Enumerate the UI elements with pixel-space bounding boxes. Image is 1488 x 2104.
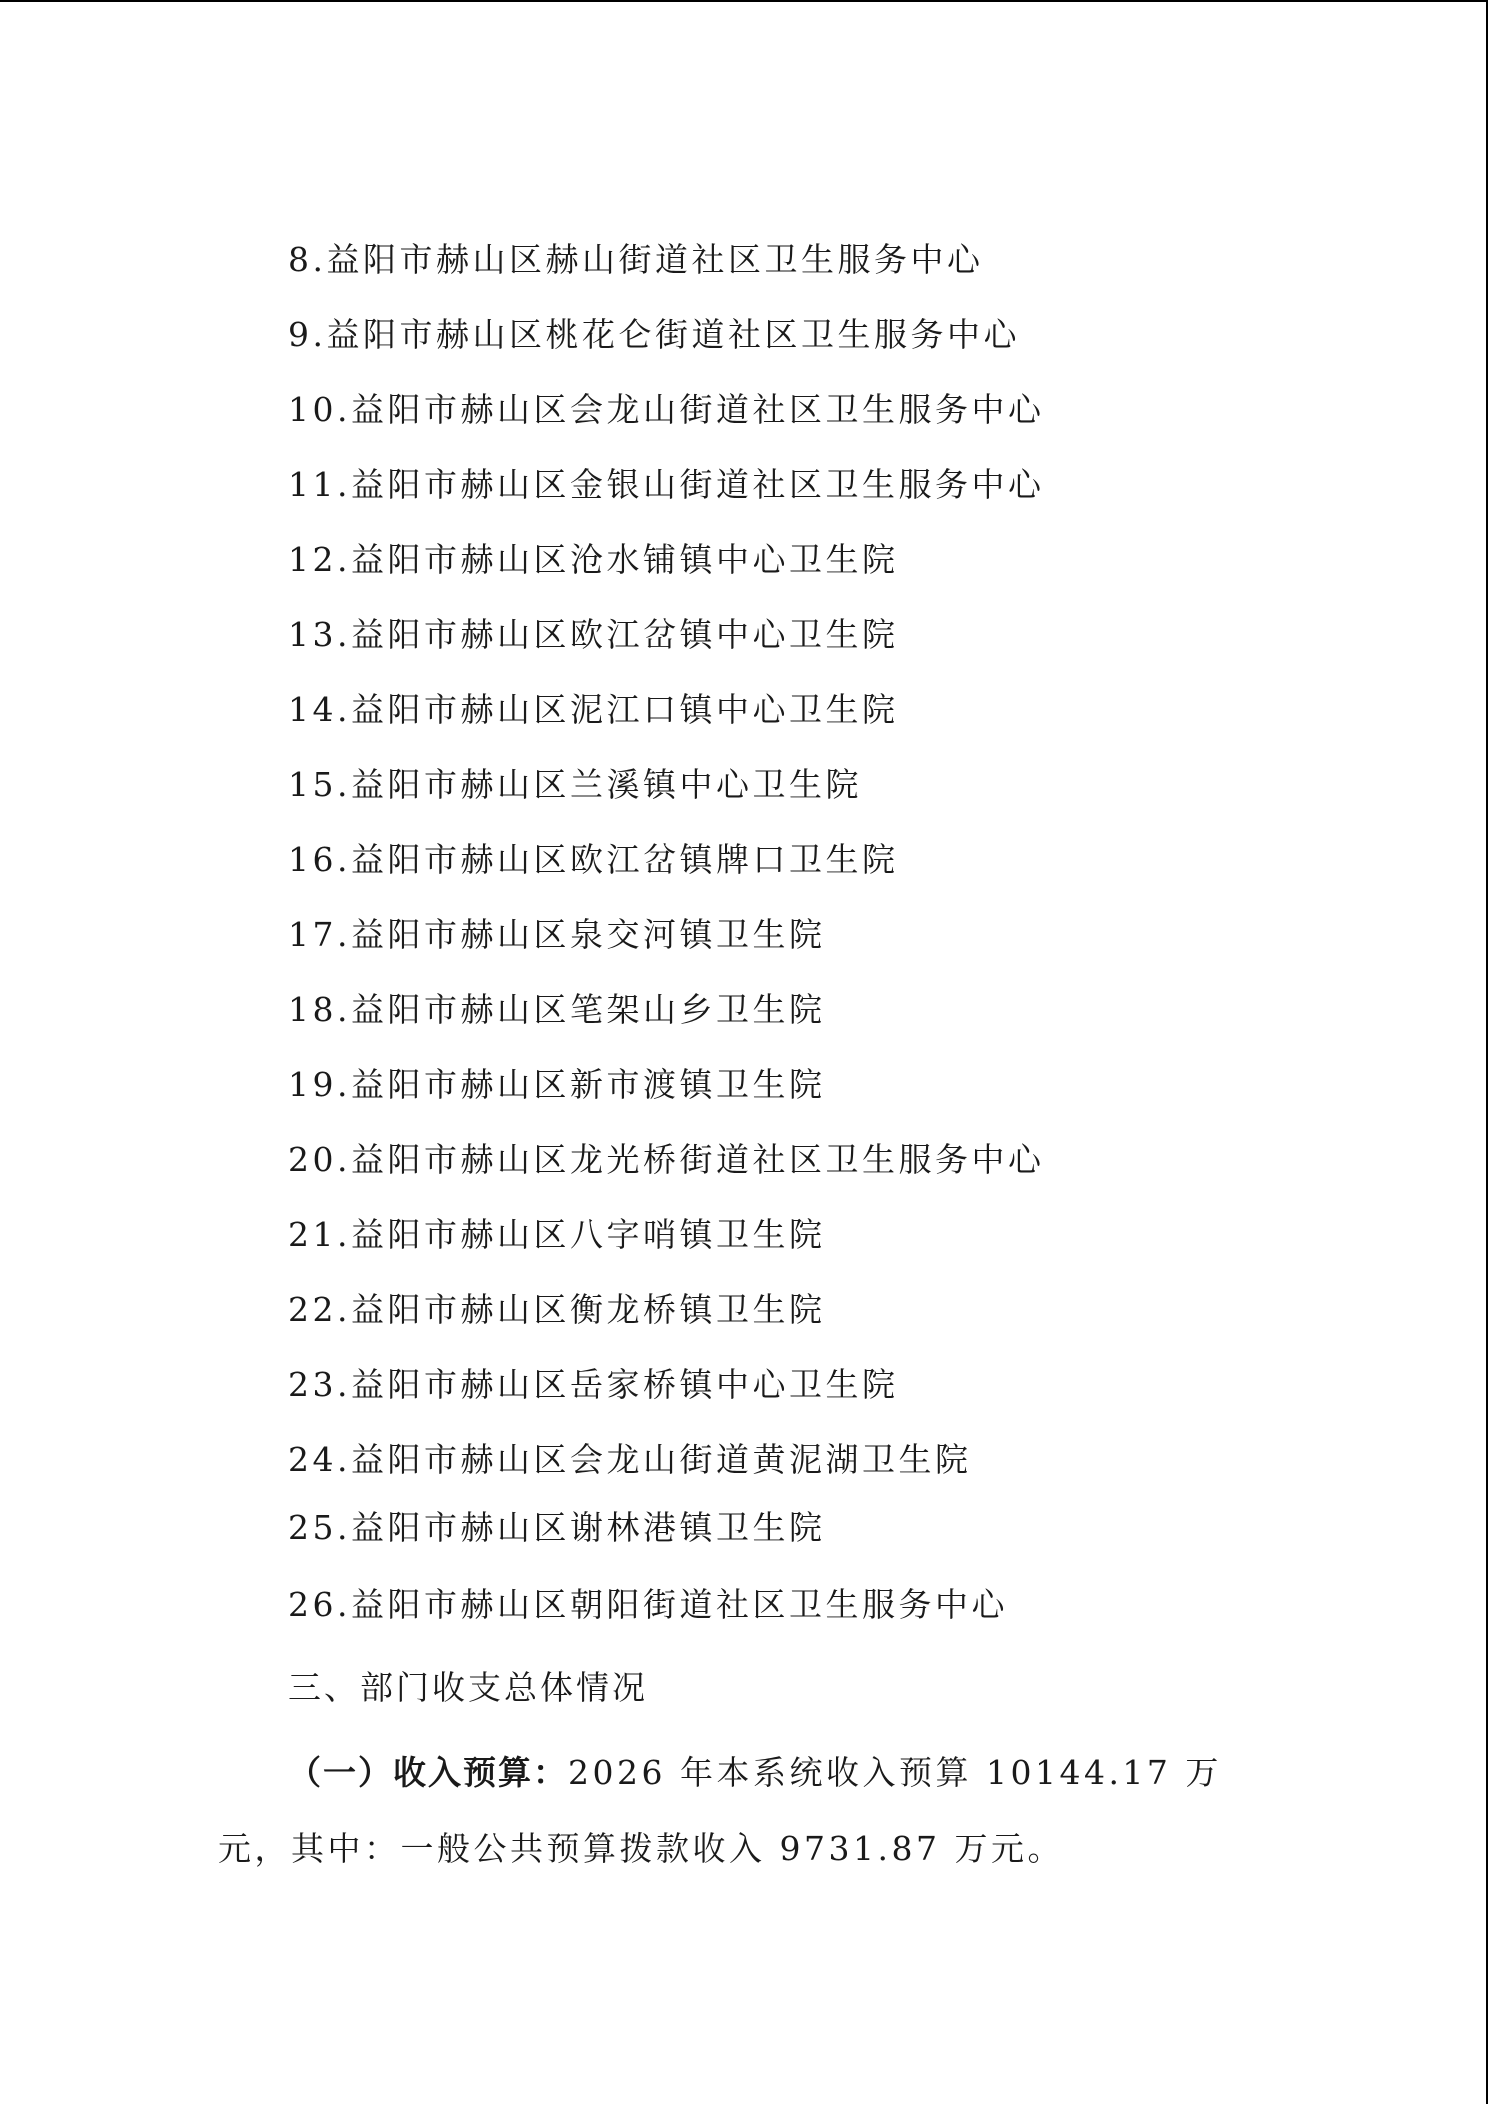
list-item: 8.益阳市赫山区赫山街道社区卫生服务中心 (288, 240, 984, 279)
list-item: 26.益阳市赫山区朝阳街道社区卫生服务中心 (288, 1585, 1008, 1624)
list-item: 11.益阳市赫山区金银山街道社区卫生服务中心 (288, 465, 1045, 504)
page-border-top (0, 0, 1488, 2)
list-item: 21.益阳市赫山区八字哨镇卫生院 (288, 1215, 826, 1254)
list-item: 9.益阳市赫山区桃花仑街道社区卫生服务中心 (288, 315, 1020, 354)
list-item: 12.益阳市赫山区沧水铺镇中心卫生院 (288, 540, 899, 579)
paragraph-body: 2026 年本系统收入预算 10144.17 万元，其中：一般公共预算拨款收入 9731.87 万元。 (218, 1753, 1222, 1868)
revenue-paragraph (218, 1735, 1278, 1887)
list-item: 17.益阳市赫山区泉交河镇卫生院 (288, 915, 826, 954)
list-item: 18.益阳市赫山区笔架山乡卫生院 (288, 990, 826, 1029)
list-item: 22.益阳市赫山区衡龙桥镇卫生院 (288, 1290, 826, 1329)
list-item: 15.益阳市赫山区兰溪镇中心卫生院 (288, 765, 862, 804)
list-item: 16.益阳市赫山区欧江岔镇牌口卫生院 (288, 840, 899, 879)
list-item: 25.益阳市赫山区谢林港镇卫生院 (288, 1508, 826, 1547)
list-item: 14.益阳市赫山区泥江口镇中心卫生院 (288, 690, 899, 729)
section-heading: 三、部门收支总体情况 (288, 1668, 648, 1707)
list-item: 24.益阳市赫山区会龙山街道黄泥湖卫生院 (288, 1440, 972, 1479)
list-item: 20.益阳市赫山区龙光桥街道社区卫生服务中心 (288, 1140, 1045, 1179)
list-item: 13.益阳市赫山区欧江岔镇中心卫生院 (288, 615, 899, 654)
list-item: 19.益阳市赫山区新市渡镇卫生院 (288, 1065, 826, 1104)
list-item: 23.益阳市赫山区岳家桥镇中心卫生院 (288, 1365, 899, 1404)
list-item: 10.益阳市赫山区会龙山街道社区卫生服务中心 (288, 390, 1045, 429)
paragraph-lead: （一）收入预算： (288, 1753, 568, 1792)
